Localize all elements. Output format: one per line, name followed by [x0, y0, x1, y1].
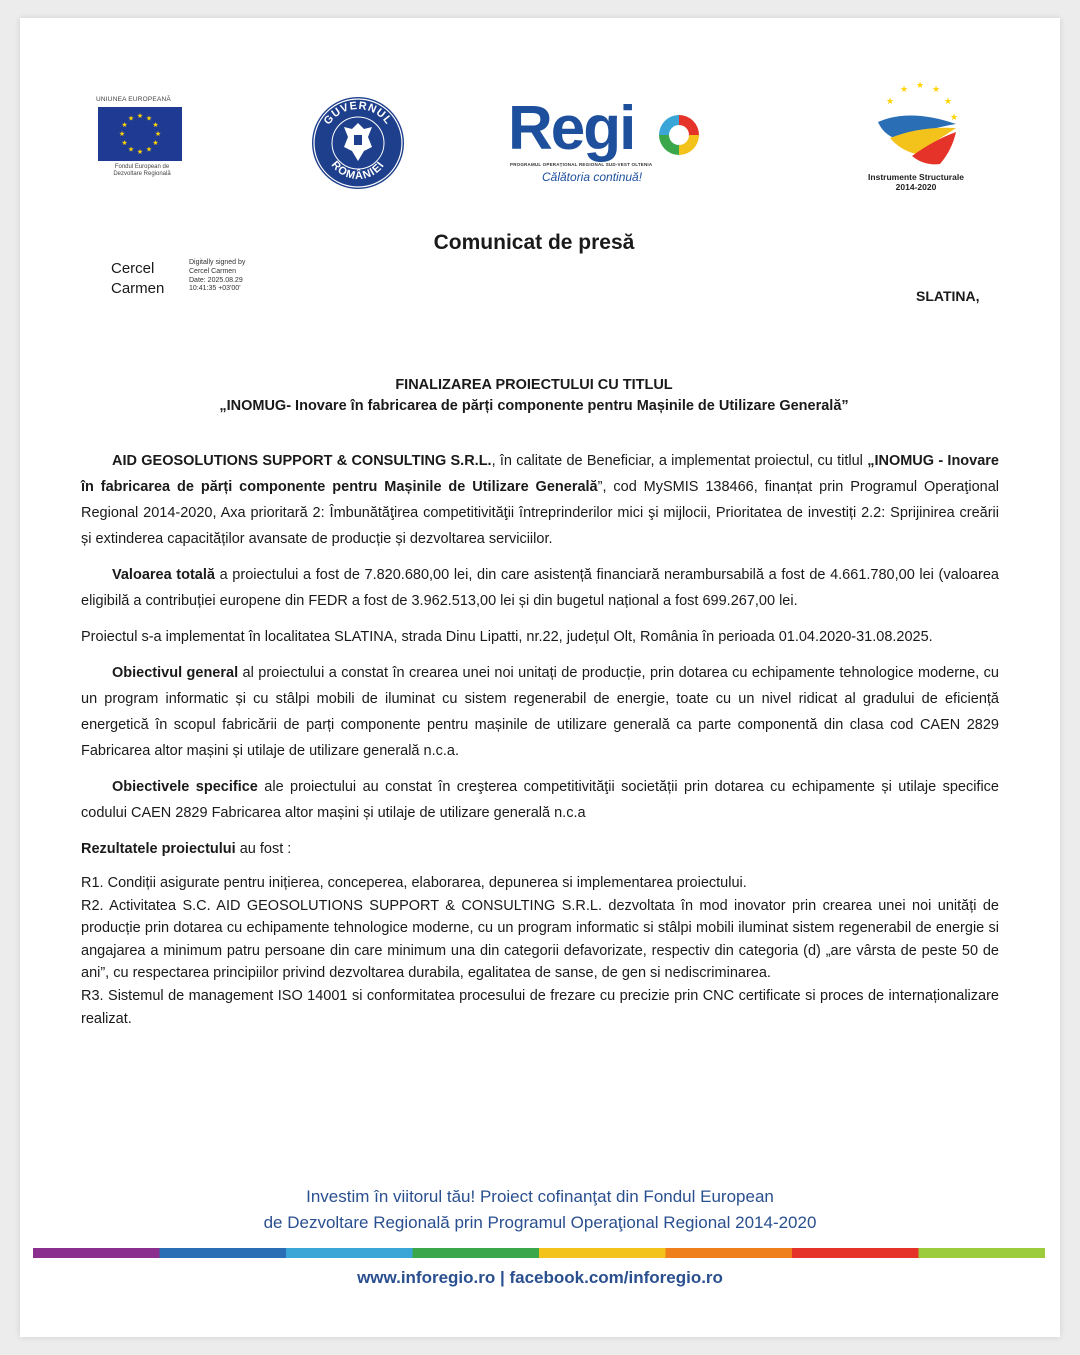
eu-flag-icon — [98, 107, 182, 161]
paragraph-specific-objectives — [81, 774, 999, 826]
svg-text:★: ★ — [931, 85, 941, 95]
regio-logo-word: Regi — [508, 94, 635, 163]
paragraph-beneficiary — [81, 448, 999, 552]
color-stripe-divider — [33, 1245, 1045, 1255]
footer-line-2: de Dezvoltare Regională prin Programul Operaţional Regional 2014-2020 — [263, 1213, 817, 1232]
paragraph-text: ale proiectului au constat în creşterea competitivităţii societății prin dotarea cu echipamente și utilaje specifice codului CAEN 2829 Fabricarea altor mașini și utilaje de utilizare generală n.c.a — [81, 779, 999, 821]
signature-line-1: Digitally signed by — [189, 259, 246, 266]
is-logo-caption-line2: 2014-2020 — [895, 182, 937, 192]
eu-logo-sub-2: Dezvoltare Regională — [113, 171, 171, 177]
footer-funding-note — [20, 1184, 1060, 1236]
svg-text:★: ★ — [121, 121, 128, 129]
government-seal-icon — [310, 95, 406, 191]
stripe-segment — [286, 1248, 414, 1258]
svg-text:★: ★ — [136, 148, 144, 156]
signer-first-name: Cercel — [111, 260, 155, 277]
beneficiary-name: AID GEOSOLUTIONS SUPPORT & CONSULTING S.R.L. — [112, 453, 492, 469]
svg-text:★: ★ — [127, 114, 135, 123]
svg-text:★: ★ — [152, 121, 159, 129]
paragraph-general-objective — [81, 660, 999, 764]
stripe-segment — [33, 1248, 161, 1258]
is-logo-caption-line1: Instrumente Structurale — [868, 172, 964, 182]
footer-links[interactable]: www.inforegio.ro | facebook.com/inforegio.ro — [357, 1268, 723, 1287]
svg-text:★: ★ — [127, 145, 135, 154]
svg-text:★: ★ — [915, 81, 925, 91]
page-title: Comunicat de presă — [433, 231, 635, 254]
svg-text:★: ★ — [154, 130, 162, 138]
general-objective-label: Obiectivul general — [112, 665, 239, 681]
location-city: SLATINA, — [916, 288, 980, 304]
specific-objectives-label: Obiectivele specifice — [112, 779, 258, 795]
digital-signature-meta — [189, 259, 245, 294]
instrumente-structurale-icon — [860, 78, 972, 172]
stripe-segment — [792, 1248, 920, 1258]
svg-text:★: ★ — [145, 145, 153, 154]
regio-logo — [508, 94, 708, 204]
svg-text:★: ★ — [145, 114, 153, 123]
press-release-body — [81, 448, 999, 1030]
stripe-segment — [666, 1248, 794, 1258]
paragraph-text: ”, cod MySMIS 138466, finanțat prin Programul Operaţional Regional 2014-2020, Axa prioritară 2: Îmbunătăţirea competitivităţii întreprinderilor mici şi mijlocii, Prioritatea de investiți 2.2: Sprijinirea creării și extinderea capacităților avansate de producție și dezvoltarea serviciilor. — [81, 479, 999, 547]
instrumente-structurale-logo — [860, 78, 980, 198]
svg-text:★: ★ — [899, 85, 909, 95]
paragraph-text: a proiectului a fost de 7.820.680,00 lei, din care asistență financiară nerambursabilă a fost de 4.661.780,00 lei (valoarea eligibilă a contribuției europene din FEDR a fost de 3.962.513,00 lei și din bugetul național a fost 699.267,00 lei. — [81, 567, 999, 609]
project-heading-line1: FINALIZAREA PROIECTULUI CU TITLUL — [395, 377, 673, 393]
regio-logo-tag: PROGRAMUL OPERAȚIONAL REGIONAL SUD-VEST OLTENIA — [510, 162, 653, 167]
svg-text:★: ★ — [885, 97, 895, 107]
stripe-segment — [160, 1248, 288, 1258]
paragraph-text: au fost : — [235, 841, 292, 857]
project-heading — [20, 375, 1048, 417]
paragraph-location: Proiectul s-a implementat în localitatea SLATINA, strada Dinu Lipatti, nr.22, județul Olt, România în perioada 01.04.2020-31.08.2025. — [81, 629, 933, 645]
result-r2: R2. Activitatea S.C. AID GEOSOLUTIONS SUPPORT & CONSULTING S.R.L. dezvoltata în mod inovator prin crearea unei noi unități de producție prin dotarea cu echipamente tehnologice moderne, cu un program informatic si stâlpi mobili iluminat sistem regenerabil de energie si angajarea a minimum patru persoane din care minimum una din categorii defavorizate, respectiv din categoria (d) „are vârsta de peste 50 de ani”, cu respectarea principiilor privind dezvoltarea durabila, egalitatea de sanse, de gen si nediscriminarea. — [81, 897, 999, 982]
eu-logo — [96, 96, 188, 178]
paragraph-total-value — [81, 562, 999, 614]
gov-seal-top-text: GUVERNUL — [321, 99, 395, 128]
svg-text:★: ★ — [943, 97, 953, 107]
signer-last-name: Carmen — [111, 280, 165, 297]
stripe-segment — [919, 1248, 1046, 1258]
svg-text:★: ★ — [949, 113, 959, 123]
svg-text:★: ★ — [118, 130, 126, 138]
gov-seal-bottom-text: ROMÂNIEI — [328, 158, 388, 183]
eu-logo-caption: UNIUNEA EUROPEANĂ — [96, 96, 171, 103]
project-heading-line2: „INOMUG- Inovare în fabricarea de părți componente pentru Mașinile de Utilizare Generală” — [219, 398, 849, 414]
project-title: „INOMUG - Inovare în fabricarea de părți componente pentru Mașinile de Utilizare Generală — [81, 453, 999, 495]
svg-text:★: ★ — [136, 112, 144, 120]
stripe-segment — [539, 1248, 667, 1258]
paragraph-results — [81, 836, 999, 862]
paragraph-text: , în calitate de Beneficiar, a implementat proiectul, cu titlul — [491, 453, 868, 469]
signer-name — [111, 259, 164, 299]
is-logo-caption — [860, 172, 972, 192]
svg-text:★: ★ — [152, 139, 159, 147]
signature-line-2: Cercel Carmen — [189, 267, 237, 275]
results-label: Rezultatele proiectului — [81, 841, 236, 857]
svg-text:★: ★ — [121, 139, 128, 147]
press-release-page — [20, 18, 1060, 1337]
stripe-segment — [413, 1248, 541, 1258]
regio-slogan: Călătoria continuă! — [542, 170, 643, 184]
result-r1: R1. Condiții asigurate pentru inițierea, conceperea, elaborarea, depunerea si implementarea proiectului. — [81, 875, 747, 891]
eu-logo-sub-1: Fondul European de — [114, 164, 170, 170]
regio-o-icon — [656, 112, 702, 158]
footer-line-1: Investim în viitorul tău! Proiect cofinanţat din Fondul European — [306, 1187, 774, 1206]
signature-line-3: Date: 2025.08.29 — [189, 276, 243, 284]
total-value-label: Valoarea totală — [112, 567, 215, 583]
paragraph-text: al proiectului a constat în crearea unei noi unitați de producție, prin dotarea cu echipamente tehnologice moderne, cu un program informatic și cu stâlpi mobili de iluminat cu sistem regenerabil de energie, toate cu un nivel ridicat al gradului de eficiență energetică în scopul fabricării de parți componente pentru mașinile de utilizare generală ca parte componentă din clasa cod CAEN 2829 Fabricarea altor mașini și utilaje de utilizare generală n.c.a. — [81, 665, 999, 759]
result-r3: R3. Sistemul de management ISO 14001 si conformitatea procesului de frezare cu precizie prin CNC certificate si proces de internaționalizare realizat. — [81, 987, 999, 1027]
signature-line-4: 10:41:35 +03'00' — [189, 285, 241, 293]
